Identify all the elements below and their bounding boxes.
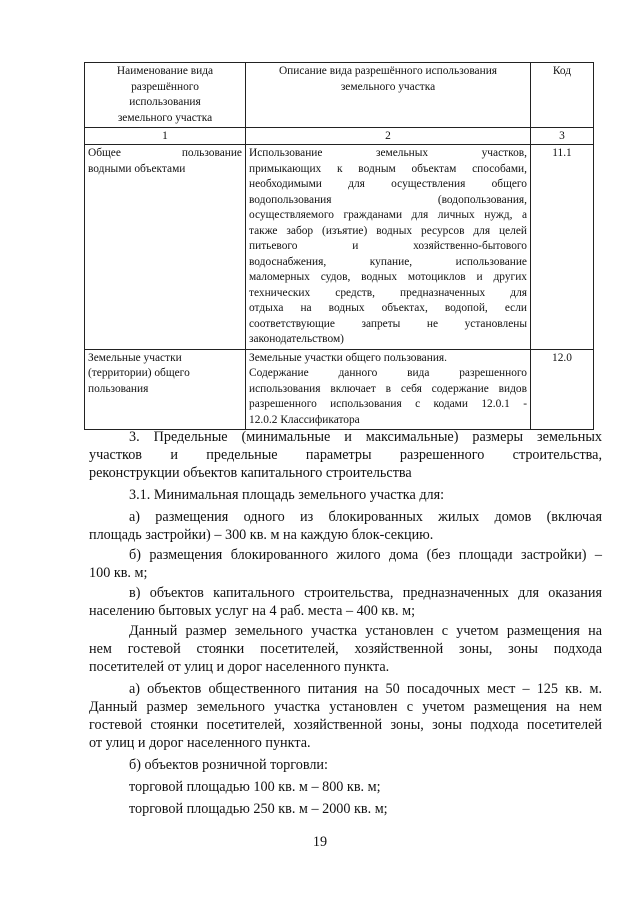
cell-text: Использование земельных участков, (249, 147, 527, 159)
cell-text: использования включает в себя содержание видов (249, 382, 527, 395)
paragraph-line: в) объектов капитального строительства, предназначенных для оказания (129, 585, 602, 601)
header-cell-code (531, 63, 594, 128)
paragraph-section-3-1 (89, 486, 602, 504)
cell-text: Земельные участки (88, 351, 182, 364)
paragraph-line: 100 кв. м; (89, 565, 148, 581)
cell-text: необходимыми для осуществления общего (249, 178, 527, 190)
land-use-table (84, 62, 594, 430)
paragraph-line: б) размещения блокированного жилого дома (без площади застройки) – (129, 547, 602, 563)
header-text: Код (552, 65, 572, 77)
cell-text: питьевого и хозяйственно-бытового (249, 240, 527, 252)
paragraph-line: 3.1. Минимальная площадь земельного участка для: (129, 487, 445, 503)
row-code-cell: 11.1 (531, 145, 594, 350)
paragraph-line: 3. Предельные (минимальные и максимальные) размеры земельных (129, 429, 602, 445)
cell-text: пользования (88, 382, 149, 395)
header-cell-name (85, 63, 246, 128)
column-number: 1 (85, 128, 246, 145)
column-number-row (85, 128, 594, 145)
cell-text: 12.0.2 Классификатора (249, 413, 360, 426)
row-description-cell (246, 349, 531, 430)
paragraph-line: а) размещения одного из блокированных жилых домов (включая (129, 509, 602, 525)
cell-text: отдыха на водных объектах, водопой, если (249, 302, 527, 314)
paragraph-line: а) объектов общественного питания на 50 посадочных мест – 125 кв. м. (129, 681, 602, 697)
cell-text: законодательством) (249, 333, 344, 345)
column-number: 3 (531, 128, 594, 145)
table-row (85, 349, 594, 430)
column-number: 2 (246, 128, 531, 145)
paragraph-retail (89, 756, 602, 774)
cell-text: водоснабжения, купание, использование (249, 255, 527, 268)
row-code-cell: 12.0 (531, 349, 594, 430)
paragraph-item-v (89, 584, 602, 620)
paragraph-item-a (89, 508, 602, 544)
paragraph-line: гостевой стоянки посетителей, хозяйственной зоны, зоны подхода посетителей (89, 717, 602, 733)
cell-text: осуществляемого гражданами для личных нужд, а (249, 209, 527, 221)
paragraph-retail-250 (89, 800, 602, 818)
paragraph-item-b (89, 546, 602, 582)
header-text: использования (129, 96, 201, 108)
paragraph-line: площадь застройки) – 300 кв. м на каждую блок-секцию. (89, 527, 434, 543)
cell-text: Общее пользование (88, 147, 242, 159)
paragraph-line: торговой площадью 100 кв. м – 800 кв. м; (129, 779, 381, 795)
cell-text: маломерных судов, водных мотоциклов и других (249, 271, 527, 283)
paragraph-line: Данный размер земельного участка установлен с учетом размещения на нем (89, 699, 602, 715)
header-cell-description (246, 63, 531, 128)
paragraph-line: Данный размер земельного участка установлен с учетом размещения на (129, 623, 602, 639)
cell-text: примыкающих к водным объектам способами, (249, 162, 527, 175)
paragraph-line: реконструкции объектов капитального строительства (89, 465, 412, 481)
table-row (85, 145, 594, 350)
cell-text: Земельные участки общего пользования. (249, 351, 448, 364)
header-text: разрешённого (131, 80, 199, 93)
page-number: 19 (312, 834, 328, 850)
cell-text: водными объектами (88, 162, 186, 175)
cell-text: Содержание данного вида разрешенного (249, 367, 527, 379)
cell-text: технических средств, предназначенных для (249, 286, 527, 299)
paragraph-catering (89, 680, 602, 752)
paragraph-line: населению бытовых услуг на 4 раб. места – 400 кв. м; (89, 603, 416, 619)
cell-text: также забор (изъятие) водных ресурсов для целей (249, 224, 527, 237)
paragraph-retail-100 (89, 778, 602, 796)
header-text: Наименование вида (116, 65, 214, 77)
cell-text: соответствующие запреты не установлены (249, 317, 527, 330)
paragraph-section-3 (89, 428, 602, 482)
paragraph-line: б) объектов розничной торговли: (129, 757, 328, 773)
header-text: Описание вида разрешённого использования (278, 65, 498, 77)
header-text: земельного участка (117, 111, 213, 124)
paragraph-note-1 (89, 622, 602, 676)
paragraph-line: нем гостевой стоянки посетителей, хозяйственной зоны, зоны подхода (89, 641, 602, 657)
paragraph-line: от улиц и дорог населенного пункта. (89, 735, 311, 751)
cell-text: водопользования (водопользования, (249, 193, 527, 206)
row-name-cell (85, 145, 246, 350)
paragraph-line: посетителей от улиц и дорог населенного пункта. (89, 659, 390, 675)
table-header-row (85, 63, 594, 128)
row-description-cell (246, 145, 531, 350)
header-text: земельного участка (340, 80, 436, 93)
cell-text: разрешенного использования с кодами 12.0.1 - (249, 398, 527, 410)
cell-text: (территории) общего (88, 367, 190, 379)
paragraph-line: участков и предельные параметры разрешенного строительства, (89, 447, 602, 463)
row-name-cell (85, 349, 246, 430)
paragraph-line: торговой площадью 250 кв. м – 2000 кв. м; (129, 801, 388, 817)
